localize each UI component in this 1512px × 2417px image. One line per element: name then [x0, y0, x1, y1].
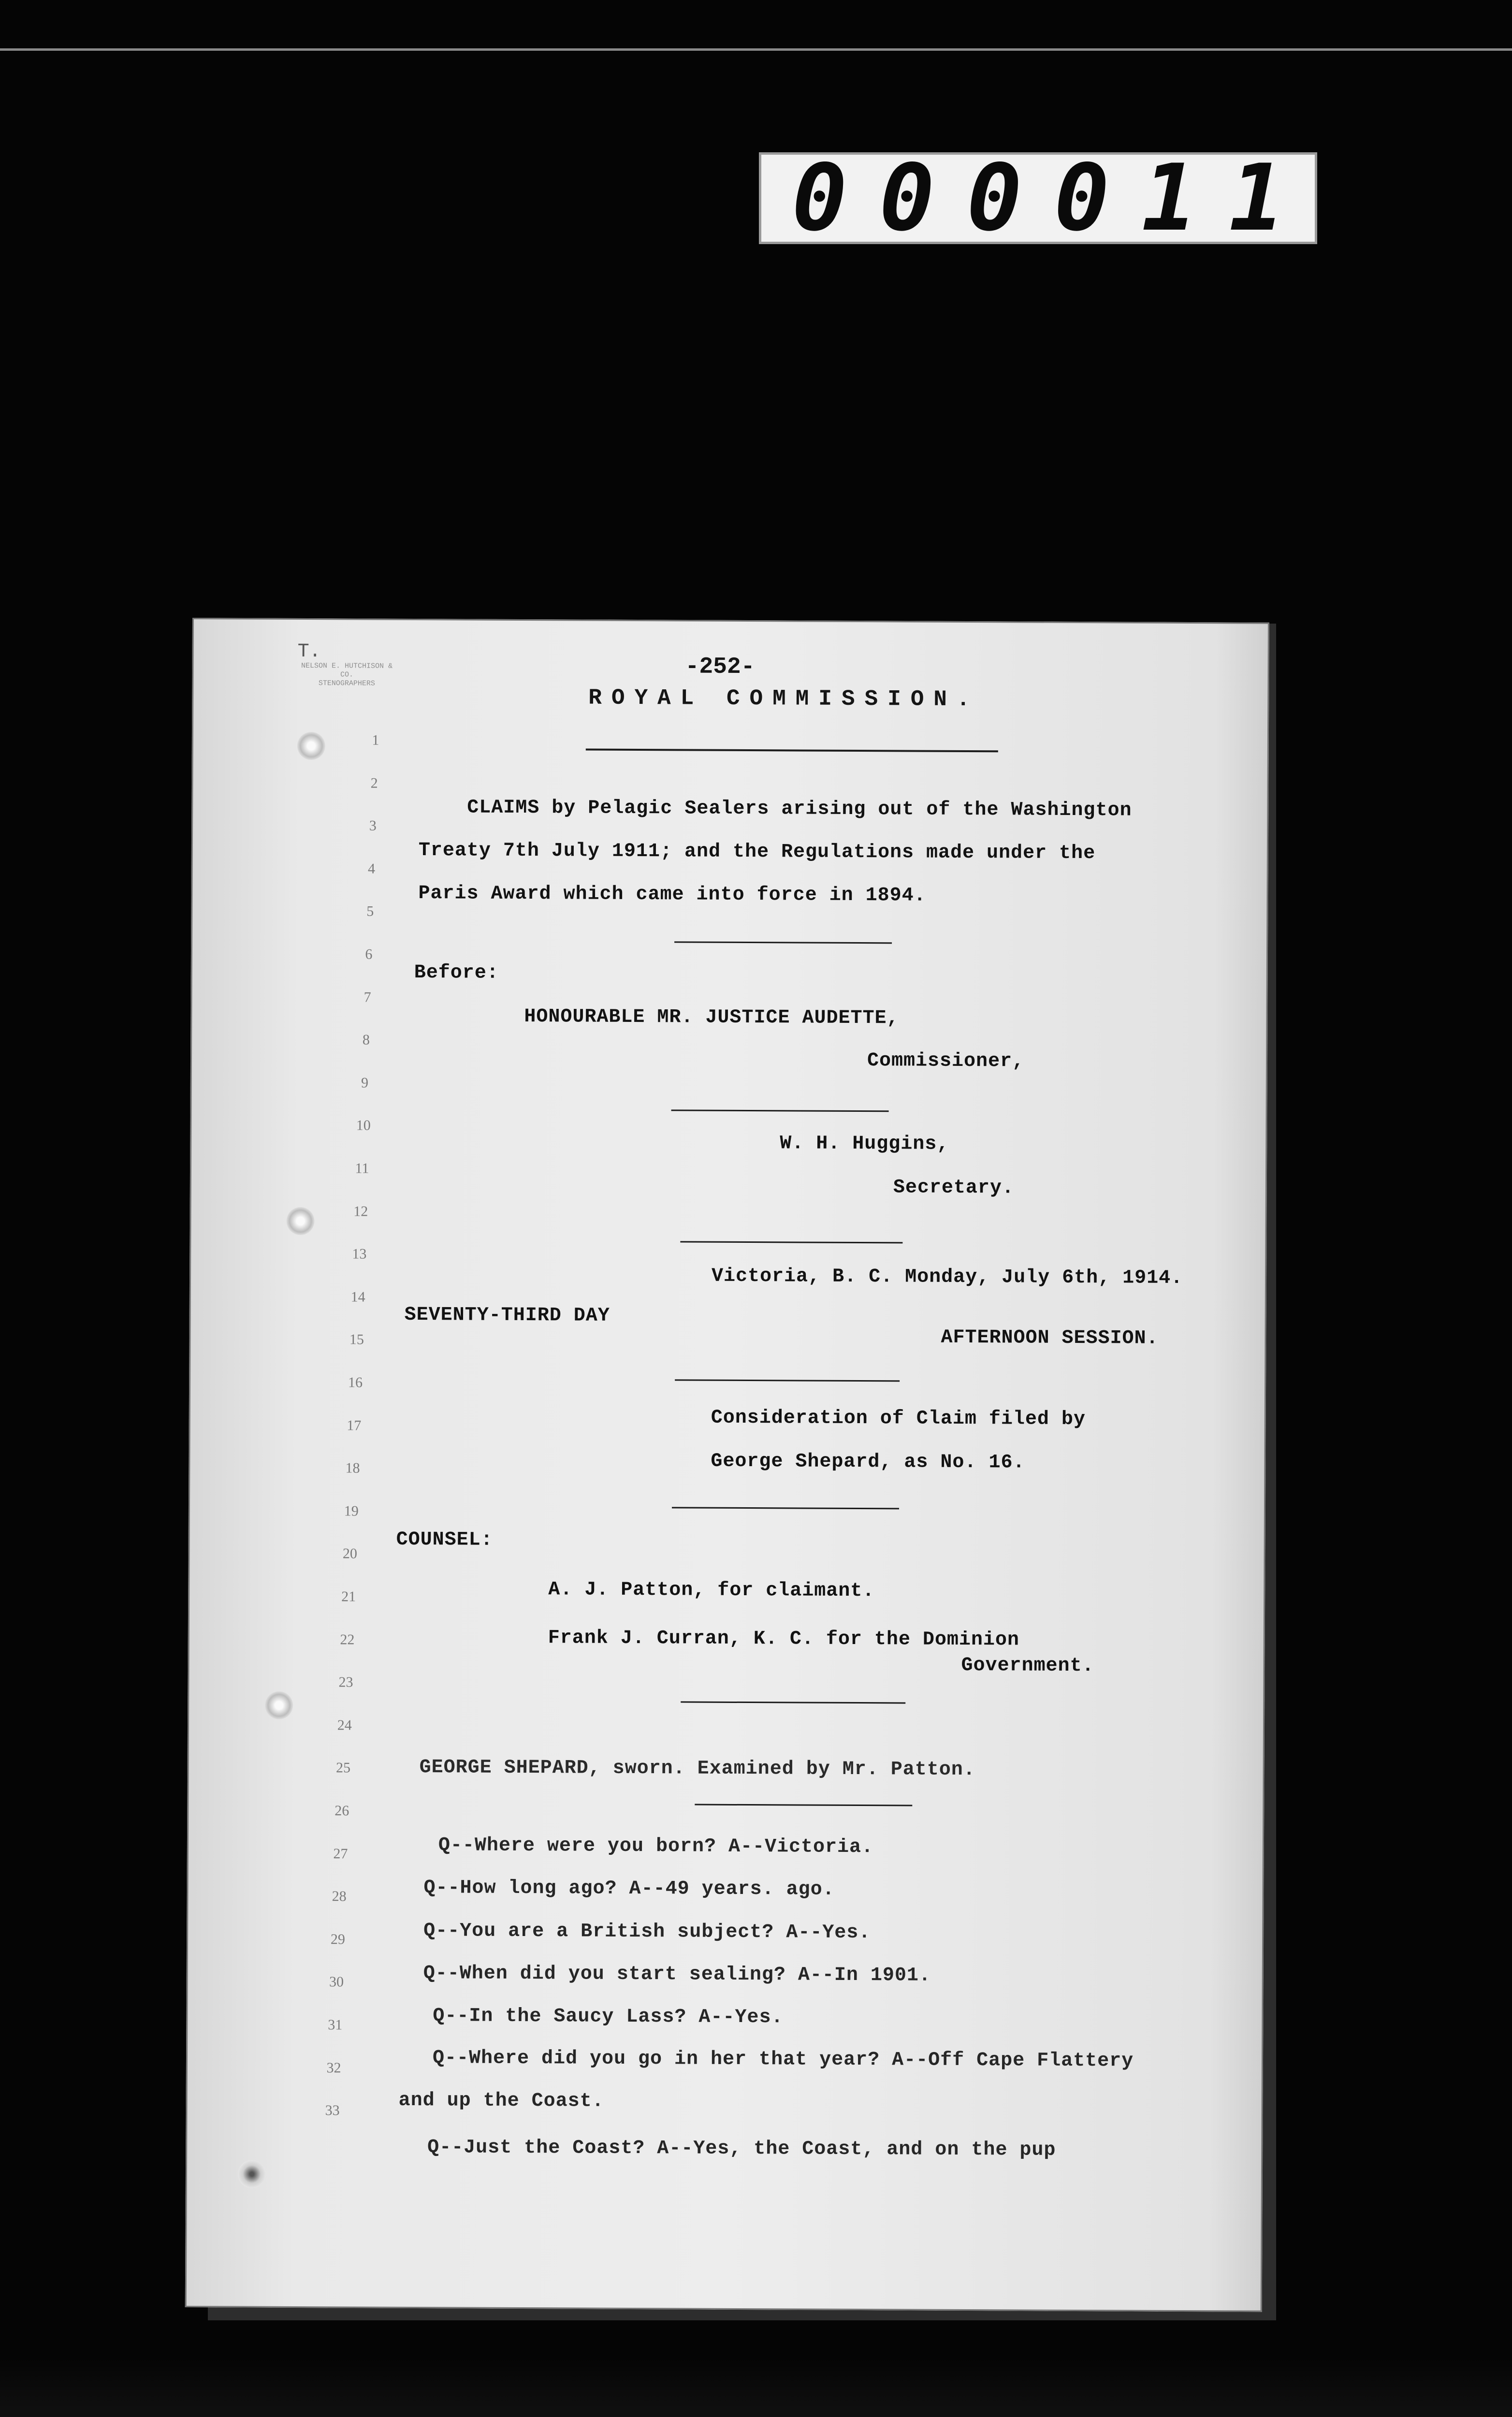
body-line: COUNSEL:	[396, 1529, 493, 1551]
line-number: 29	[330, 1931, 345, 1948]
body-line: Government.	[961, 1654, 1094, 1677]
line-number: 4	[367, 860, 376, 877]
body-line: Paris Award which came into force in 1894.	[418, 883, 926, 907]
punch-hole	[286, 1207, 314, 1235]
punch-hole	[297, 732, 325, 760]
line-number: 6	[365, 946, 373, 962]
body-line: Q--You are a British subject? A--Yes.	[423, 1920, 871, 1944]
body-line: Q--In the Saucy Lass? A--Yes.	[433, 2005, 784, 2029]
frame-digit: 0	[1054, 145, 1110, 251]
line-number: 22	[340, 1631, 355, 1648]
body-line: Consideration of Claim filed by	[711, 1407, 1086, 1431]
line-number: 23	[338, 1674, 353, 1690]
line-number: 1	[372, 732, 379, 748]
line-number: 27	[333, 1846, 348, 1862]
line-number: 11	[355, 1160, 369, 1177]
letterhead	[293, 662, 400, 688]
line-number: 8	[362, 1032, 370, 1048]
line-number: 13	[352, 1246, 367, 1262]
line-number: 2	[370, 775, 378, 791]
body-line: AFTERNOON SESSION.	[941, 1326, 1159, 1350]
punch-hole	[238, 2160, 266, 2188]
line-number: 19	[344, 1503, 359, 1519]
line-number: 30	[329, 1974, 344, 1990]
body-line: Victoria, B. C. Monday, July 6th, 1914.	[711, 1265, 1183, 1289]
body-line: Secretary.	[893, 1177, 1015, 1199]
body-line: Q--Where were you born? A--Victoria.	[438, 1835, 874, 1859]
frame-digit: 0	[879, 145, 935, 251]
line-number: 9	[361, 1075, 369, 1091]
background-gradient	[0, 2359, 1512, 2417]
body-line: W. H. Huggins,	[780, 1133, 949, 1155]
body-line: Q--When did you start sealing? A--In 1901.	[423, 1963, 931, 1987]
line-number: 33	[325, 2102, 340, 2119]
frame-counter	[759, 145, 1317, 251]
body-line: Treaty 7th July 1911; and the Regulations made under the	[418, 840, 1096, 865]
line-number: 21	[341, 1588, 356, 1605]
transcript-page	[185, 618, 1269, 2312]
line-number: 32	[326, 2060, 341, 2076]
section-rule	[672, 1507, 899, 1509]
body-line: Commissioner,	[867, 1050, 1025, 1073]
document-title: ROYAL COMMISSION.	[588, 685, 980, 713]
title-rule	[586, 749, 998, 753]
section-rule	[675, 1379, 900, 1382]
line-number: 17	[347, 1417, 362, 1434]
section-rule	[681, 1701, 905, 1704]
line-number: 25	[335, 1760, 351, 1776]
frame-digit: 0	[966, 145, 1022, 251]
body-line: CLAIMS by Pelagic Sealers arising out of the Washington	[467, 797, 1132, 822]
line-number: 28	[332, 1888, 347, 1905]
body-line: Before:	[414, 962, 499, 984]
frame-digit: 1	[1229, 145, 1284, 251]
line-number: 26	[334, 1803, 349, 1819]
line-number: 14	[350, 1289, 365, 1305]
line-number: 12	[353, 1203, 368, 1220]
body-line: Frank J. Curran, K. C. for the Dominion	[548, 1627, 1020, 1651]
page-number: -252-	[685, 654, 755, 681]
letterhead-firm: NELSON E. HUTCHISON & CO.	[301, 661, 393, 679]
section-rule	[671, 1109, 889, 1112]
line-number: 15	[349, 1331, 364, 1348]
body-line: George Shepard, as No. 16.	[711, 1450, 1025, 1474]
line-number: 10	[356, 1117, 371, 1134]
punch-hole	[265, 1691, 293, 1719]
line-number: 16	[348, 1374, 363, 1391]
body-line: SEVENTY-THIRD DAY	[404, 1304, 610, 1327]
section-rule	[680, 1241, 902, 1243]
film-top-edge	[0, 48, 1512, 51]
body-line: GEORGE SHEPARD, sworn. Examined by Mr. Patton.	[419, 1757, 975, 1781]
section-rule	[695, 1804, 912, 1806]
corner-mark: T.	[297, 641, 321, 663]
line-number: 3	[369, 817, 377, 834]
body-line: Q--Just the Coast? A--Yes, the Coast, and on the pup	[427, 2137, 1056, 2161]
body-line: Q--How long ago? A--49 years. ago.	[423, 1877, 835, 1901]
letterhead-role: STENOGRAPHERS	[318, 679, 375, 688]
body-line: A. J. Patton, for claimant.	[548, 1579, 875, 1602]
line-number: 31	[328, 2017, 343, 2033]
line-number: 5	[366, 903, 374, 919]
body-line: and up the Coast.	[398, 2089, 604, 2112]
line-number: 18	[345, 1460, 360, 1476]
frame-digit: 1	[1141, 145, 1197, 251]
body-line: Q--Where did you go in her that year? A--Off Cape Flattery	[432, 2047, 1134, 2072]
line-number: 20	[342, 1545, 358, 1562]
body-line: HONOURABLE MR. JUSTICE AUDETTE,	[524, 1006, 899, 1030]
section-rule	[674, 941, 892, 944]
line-number: 24	[337, 1717, 352, 1733]
line-number: 7	[363, 989, 371, 1005]
frame-digit: 0	[792, 145, 847, 251]
